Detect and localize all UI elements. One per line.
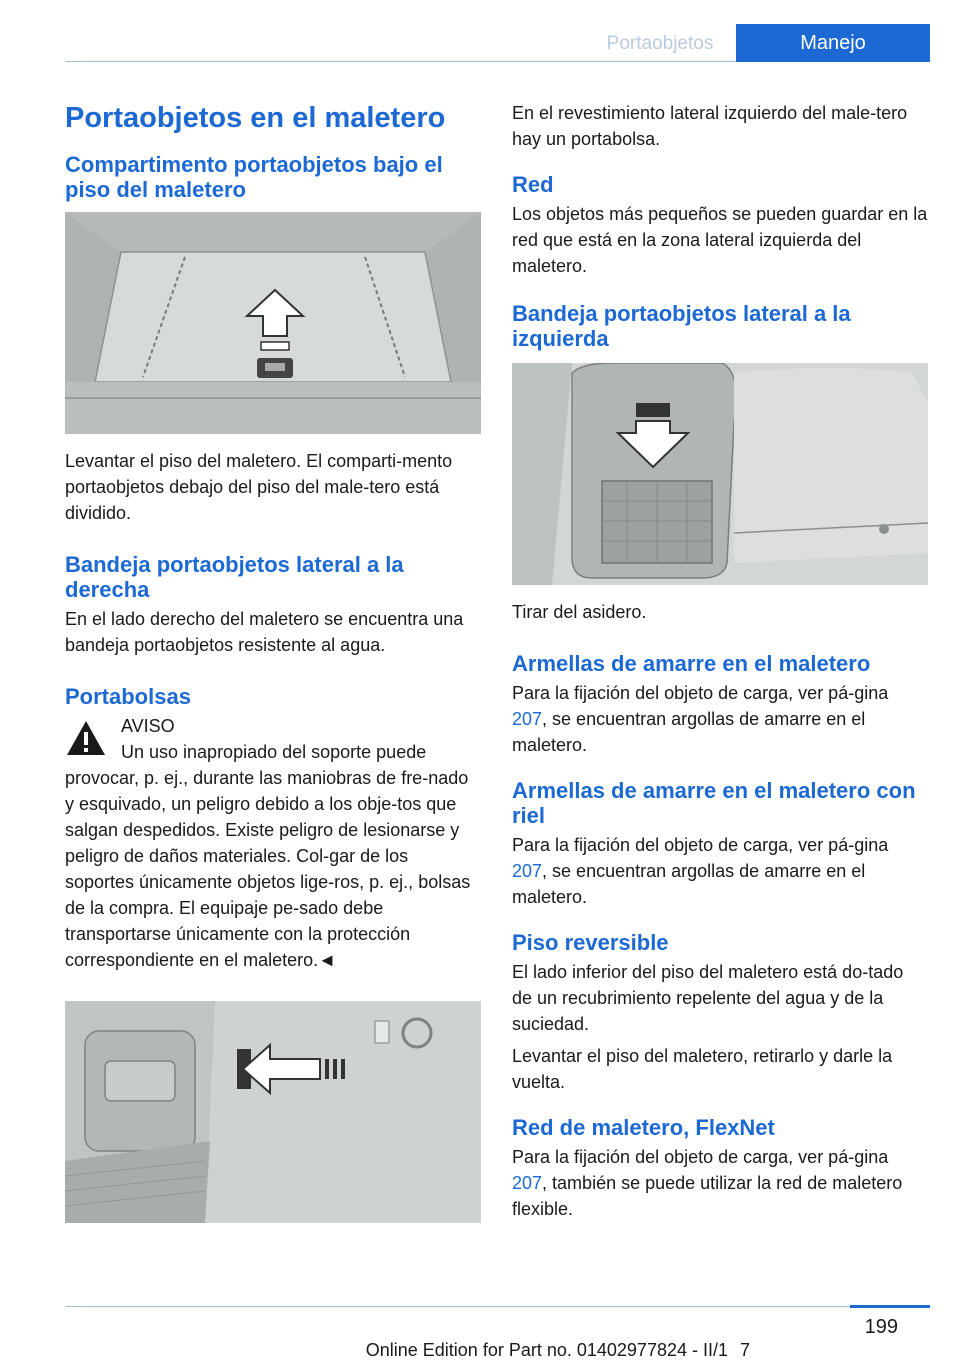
figure-trunk-floor	[65, 212, 481, 434]
bandeja-derecha-text: En el lado derecho del maletero se encuentra una bandeja portaobjetos resistente al agua.	[65, 609, 464, 655]
section-tab[interactable]: Portaobjetos	[606, 33, 714, 54]
heading-armellas-riel: Armellas de amarre en el maletero con riel	[512, 778, 916, 828]
heading-portabolsas: Portabolsas	[65, 684, 191, 709]
page-link-207[interactable]: 207	[512, 709, 543, 729]
warning-block	[65, 713, 481, 973]
heading-compartimento: Compartimento portaobjetos bajo el piso del maletero	[65, 152, 443, 202]
edition-text: Online Edition for Part no. 01402977824 - II/1	[365, 1340, 728, 1360]
armellas-riel-text	[512, 832, 928, 910]
red-text: Los objetos más pequeños se pueden guardar en la red que está en la zona lateral izquierda del maletero.	[512, 204, 928, 276]
armellas-riel-text-pre: Para la fijación del objeto de carga, ver pá‐gina	[512, 835, 889, 855]
heading-bandeja-derecha: Bandeja portaobjetos lateral a la derecha	[65, 552, 404, 602]
heading-armellas: Armellas de amarre en el maletero	[512, 651, 871, 676]
chapter-tab[interactable]: Manejo	[736, 24, 930, 62]
armellas-riel-text-post: , se encuentran argollas de amarre en el maletero.	[512, 861, 866, 907]
warning-text: Un uso inapropiado del soporte puede provocar, p. ej., durante las maniobras de fre‐nado y esquivado, un peligro debido a los obje‐tos que salgan despedidos. Existe peligro de lesionarse y peligro de daños materiales. Col‐gar de los soportes únicamente objetos lige‐ros, p. ej., bolsas de la compra. El equipaje pe‐sado debe transportarse únicamente con la protección correspondiente en el maletero.◄	[65, 742, 471, 970]
heading-piso-reversible: Piso reversible	[512, 930, 669, 955]
figure-left-tray	[512, 363, 928, 585]
portabolsa-intro: En el revestimiento lateral izquierdo del male‐tero hay un portabolsa.	[512, 103, 908, 149]
figure-bag-holder	[65, 1001, 481, 1223]
warning-label: AVISO	[121, 716, 175, 736]
page-link-207[interactable]: 207	[512, 861, 543, 881]
flexnet-text-post: , también se puede utilizar la red de maletero flexible.	[512, 1173, 903, 1219]
piso-text-2: Levantar el piso del maletero, retirarlo y darle la vuelta.	[512, 1046, 893, 1092]
left-column	[65, 100, 481, 1237]
armellas-text-pre: Para la fijación del objeto de carga, ver pá‐gina	[512, 683, 889, 703]
footer-accent-bar	[850, 1305, 930, 1308]
armellas-text	[512, 680, 928, 758]
compartimento-text: Levantar el piso del maletero. El comparti‐mento portaobjetos debajo del piso del male‐tero está dividido.	[65, 451, 453, 523]
page-title: Portaobjetos en el maletero	[65, 102, 446, 134]
warning-triangle-icon	[65, 719, 107, 757]
flexnet-text	[512, 1144, 928, 1222]
bandeja-izquierda-caption: Tirar del asidero.	[512, 602, 647, 622]
piso-text-1: El lado inferior del piso del maletero está do‐tado de un recubrimiento repelente del agua y de la suciedad.	[512, 962, 904, 1034]
heading-flexnet: Red de maletero, FlexNet	[512, 1115, 775, 1140]
right-column	[512, 100, 928, 1222]
heading-bandeja-izquierda: Bandeja portaobjetos lateral a la izquierda	[512, 301, 851, 351]
page-number: 199	[864, 1316, 898, 1338]
armellas-text-post: , se encuentran argollas de amarre en el maletero.	[512, 709, 866, 755]
heading-red: Red	[512, 172, 554, 197]
edition-text-tail: 7	[739, 1340, 750, 1360]
flexnet-text-pre: Para la fijación del objeto de carga, ver pá‐gina	[512, 1147, 889, 1167]
page-link-207[interactable]: 207	[512, 1173, 543, 1193]
footer-rule	[65, 1306, 928, 1307]
